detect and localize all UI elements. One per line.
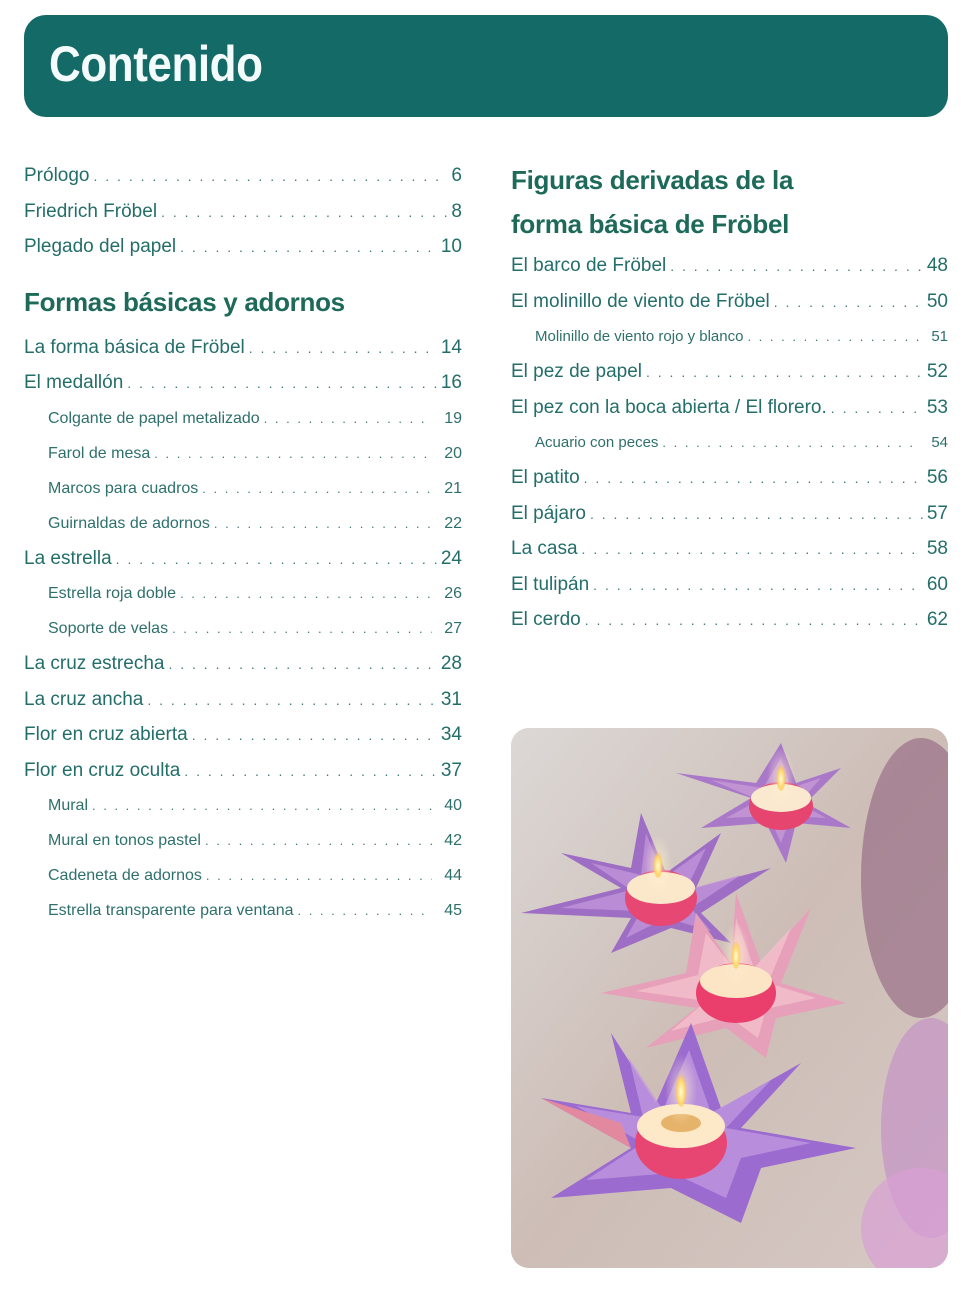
entry-page: 28 xyxy=(440,653,462,674)
entry-title: El cerdo xyxy=(511,609,581,630)
dot-leader xyxy=(646,355,923,391)
entry-title: Marcos para cuadros xyxy=(48,479,199,497)
entry-title: La cruz ancha xyxy=(24,688,144,710)
toc-entry[interactable] xyxy=(511,602,948,638)
dot-leader xyxy=(147,683,437,719)
entry-page: 40 xyxy=(444,797,462,814)
toc-entry[interactable] xyxy=(24,330,462,366)
toc-subentry[interactable] xyxy=(24,858,462,893)
entry-page: 22 xyxy=(444,514,462,532)
dot-leader xyxy=(582,532,923,568)
entry-title: Molinillo de viento rojo y blanco xyxy=(535,328,744,345)
entry-page: 60 xyxy=(926,573,948,595)
toc-subentry[interactable] xyxy=(24,611,462,646)
dot-leader xyxy=(584,461,923,497)
entry-page: 16 xyxy=(440,372,462,393)
dot-leader xyxy=(192,718,437,754)
entry-page: 54 xyxy=(931,434,948,451)
entry-title: Soporte de velas xyxy=(48,620,169,637)
toc-entry[interactable] xyxy=(24,365,462,401)
entry-title: La estrella xyxy=(24,547,112,569)
entry-page: 50 xyxy=(926,290,948,312)
toc-subentry[interactable] xyxy=(24,893,462,928)
dot-leader xyxy=(205,823,432,858)
entry-title: El barco de Fröbel xyxy=(511,255,667,276)
entry-page: 62 xyxy=(926,609,948,630)
entry-page: 52 xyxy=(926,361,948,382)
candle-holders-photo xyxy=(511,728,948,1268)
entry-page: 42 xyxy=(444,832,462,849)
entry-page: 53 xyxy=(926,396,948,418)
entry-title: Prólogo xyxy=(24,165,90,186)
toc-entry[interactable] xyxy=(511,460,948,496)
entry-title: El tulipán xyxy=(511,573,590,595)
entry-title: El patito xyxy=(511,467,580,488)
entry-title: Cadeneta de adornos xyxy=(48,867,202,884)
entry-title: Flor en cruz abierta xyxy=(24,724,188,745)
entry-page: 56 xyxy=(926,467,948,488)
entry-title: Mural xyxy=(48,797,89,814)
toc-entry[interactable] xyxy=(24,229,462,265)
entry-title: El molinillo de viento de Fröbel xyxy=(511,290,770,312)
entry-title: Guirnaldas de adornos xyxy=(48,514,210,532)
entry-page: 51 xyxy=(931,328,948,345)
entry-title: Plegado del papel xyxy=(24,236,177,257)
toc-entry[interactable] xyxy=(24,682,462,718)
toc-subentry[interactable] xyxy=(24,823,462,858)
section-heading: Formas básicas y adornos xyxy=(24,286,345,317)
toc-entry[interactable] xyxy=(511,567,948,603)
dot-leader xyxy=(127,366,437,402)
dot-leader xyxy=(774,285,923,321)
entry-title: Estrella roja doble xyxy=(48,585,177,602)
toc-subentry[interactable] xyxy=(24,506,462,541)
dot-leader xyxy=(590,497,923,533)
dot-leader xyxy=(180,230,437,266)
toc-entry[interactable] xyxy=(511,390,948,426)
entry-title: Mural en tonos pastel xyxy=(48,832,201,849)
toc-entry[interactable] xyxy=(24,158,462,194)
entry-page: 26 xyxy=(444,585,462,602)
entry-page: 58 xyxy=(926,538,948,559)
dot-leader xyxy=(161,195,447,231)
entry-title: El pez de papel xyxy=(511,361,642,382)
dot-leader xyxy=(202,471,432,506)
dot-leader xyxy=(585,603,923,639)
entry-page: 20 xyxy=(444,444,462,462)
entry-page: 24 xyxy=(440,547,462,569)
page-title: Contenido xyxy=(49,36,263,92)
dot-leader xyxy=(249,331,437,367)
entry-page: 57 xyxy=(926,502,948,524)
toc-entry[interactable] xyxy=(24,646,462,682)
toc-subentry[interactable] xyxy=(24,576,462,611)
entry-title: El medallón xyxy=(24,372,124,393)
toc-entry[interactable] xyxy=(24,717,462,753)
section-heading xyxy=(511,158,948,246)
entry-page: 48 xyxy=(926,255,948,276)
dot-leader xyxy=(154,436,432,471)
dot-leader xyxy=(180,576,432,611)
dot-leader xyxy=(670,249,923,285)
entry-page: 27 xyxy=(444,620,462,637)
entry-title: El pájaro xyxy=(511,502,586,524)
entry-page: 19 xyxy=(444,409,462,427)
entry-page: 10 xyxy=(440,236,462,257)
entry-title: El pez con la boca abierta / El florero. xyxy=(511,396,827,418)
dot-leader xyxy=(172,611,432,646)
toc-subentry[interactable] xyxy=(511,319,948,354)
dot-leader xyxy=(593,568,923,604)
toc-subentry[interactable] xyxy=(24,436,462,471)
entry-page: 31 xyxy=(440,688,462,710)
entry-page: 14 xyxy=(440,336,462,358)
toc-entry[interactable] xyxy=(24,194,462,230)
dot-leader xyxy=(206,858,432,893)
toc-subentry[interactable] xyxy=(24,471,462,506)
entry-title: Farol de mesa xyxy=(48,444,151,462)
dot-leader xyxy=(264,401,433,436)
section-heading-line1: Figuras derivadas de la xyxy=(511,165,794,195)
title-banner xyxy=(24,15,948,117)
toc-subentry[interactable] xyxy=(511,425,948,460)
toc-entry[interactable] xyxy=(511,496,948,532)
entry-title: Colgante de papel metalizado xyxy=(48,409,260,427)
dot-leader xyxy=(662,425,919,460)
dot-leader xyxy=(297,893,432,928)
dot-leader xyxy=(831,391,923,427)
dot-leader xyxy=(214,506,432,541)
entry-page: 37 xyxy=(440,759,462,781)
origami-candle-illustration xyxy=(511,728,948,1268)
toc-entry[interactable] xyxy=(24,753,462,789)
section-heading-line2: forma básica de Fröbel xyxy=(511,209,790,239)
dot-leader xyxy=(116,542,437,578)
toc-entry[interactable] xyxy=(511,354,948,390)
entry-title: Friedrich Fröbel xyxy=(24,200,158,222)
dot-leader xyxy=(747,319,919,354)
entry-title: La casa xyxy=(511,538,578,559)
dot-leader xyxy=(92,788,432,823)
entry-page: 34 xyxy=(440,724,462,745)
toc-subentry[interactable] xyxy=(24,401,462,436)
toc-entry[interactable] xyxy=(511,531,948,567)
entry-page: 21 xyxy=(444,479,462,497)
dot-leader xyxy=(184,754,437,790)
entry-title: Flor en cruz oculta xyxy=(24,759,181,781)
entry-title: Estrella transparente para ventana xyxy=(48,902,294,919)
entry-page: 45 xyxy=(444,902,462,919)
entry-page: 6 xyxy=(451,165,462,186)
entry-title: La forma básica de Fröbel xyxy=(24,336,245,358)
entry-title: La cruz estrecha xyxy=(24,653,165,674)
toc-entry[interactable] xyxy=(511,284,948,320)
entry-page: 8 xyxy=(451,200,462,222)
toc-entry[interactable] xyxy=(24,541,462,577)
dot-leader xyxy=(94,159,448,195)
dot-leader xyxy=(168,647,436,683)
toc-subentry[interactable] xyxy=(24,788,462,823)
entry-title: Acuario con peces xyxy=(535,434,659,451)
toc-left-column xyxy=(24,158,462,928)
toc-entry[interactable] xyxy=(511,248,948,284)
toc-right-column xyxy=(511,158,948,638)
entry-page: 44 xyxy=(444,867,462,884)
